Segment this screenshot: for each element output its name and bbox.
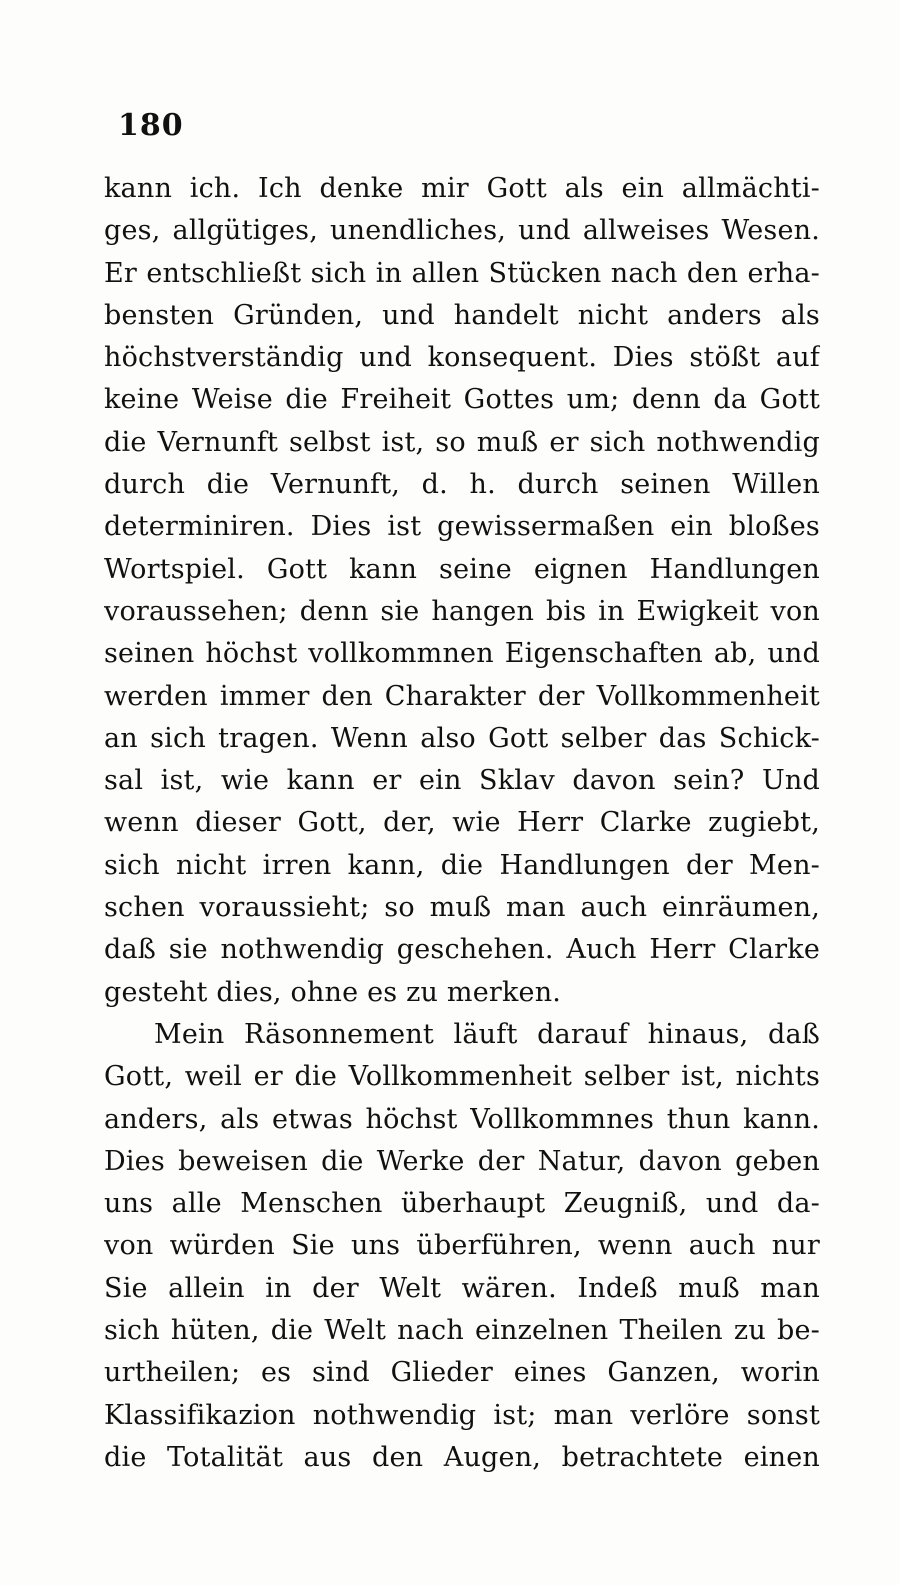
text-line: keine Weise die Freiheit Gottes um; denn da Gott (104, 384, 820, 416)
text-line: uns alle Menschen überhaupt Zeugniß, und da- (104, 1188, 820, 1220)
text-line: urtheilen; es sind Glieder eines Ganzen, worin (104, 1357, 820, 1389)
text-line: durch die Vernunft, d. h. durch seinen Willen (104, 469, 820, 501)
text-line: Wortspiel. Gott kann seine eignen Handlungen (104, 553, 820, 585)
text-line: höchstverständig und konsequent. Dies stößt auf (104, 342, 820, 374)
text-line: von würden Sie uns überführen, wenn auch nur (104, 1230, 820, 1262)
text-line: Er entschließt sich in allen Stücken nach den erha- (104, 257, 820, 289)
text-line: Mein Räsonnement läuft darauf hinaus, daß (154, 1018, 820, 1050)
text-line: ges, allgütiges, unendliches, und allweises Wesen. (104, 215, 820, 247)
text-line: Dies beweisen die Werke der Natur, davon geben (104, 1145, 820, 1177)
text-line: die Vernunft selbst ist, so muß er sich nothwendig (104, 426, 820, 458)
text-line: daß sie nothwendig geschehen. Auch Herr Clarke (104, 934, 820, 966)
text-line: Sie allein in der Welt wären. Indeß muß man (104, 1272, 820, 1304)
text-line: kann ich. Ich denke mir Gott als ein allmächti- (104, 173, 820, 204)
text-line: Klassifikazion nothwendig ist; man verlöre sonst (104, 1399, 820, 1431)
text-line: sich nicht irren kann, die Handlungen der Men- (104, 849, 820, 881)
text-line: an sich tragen. Wenn also Gott selber das Schick- (104, 722, 820, 754)
text-line: schen voraussieht; so muß man auch einräumen, (104, 892, 820, 924)
text-line: determiniren. Dies ist gewissermaßen ein bloßes (104, 511, 820, 543)
text-line: bensten Gründen, und handelt nicht anders als (104, 299, 820, 331)
text-line: werden immer den Charakter der Vollkommenheit (104, 680, 820, 712)
text-line: seinen höchst vollkommnen Eigenschaften ab, und (104, 638, 820, 670)
text-line: sich hüten, die Welt nach einzelnen Theilen zu be- (104, 1315, 820, 1347)
text-line: gesteht dies, ohne es zu merken. (104, 976, 562, 1008)
text-line: Gott, weil er die Vollkommenheit selber ist, nichts (104, 1061, 820, 1093)
page-number: 180 (118, 108, 184, 143)
text-line: die Totalität aus den Augen, betrachtete einen (104, 1441, 820, 1473)
text-line: wenn dieser Gott, der, wie Herr Clarke zugiebt, (104, 807, 820, 839)
text-line: voraussehen; denn sie hangen bis in Ewigkeit von (104, 595, 820, 627)
text-line: anders, als etwas höchst Vollkommnes thun kann. (104, 1103, 820, 1135)
text-line: sal ist, wie kann er ein Sklav davon sein? Und (104, 765, 820, 797)
body-text (104, 168, 820, 1479)
